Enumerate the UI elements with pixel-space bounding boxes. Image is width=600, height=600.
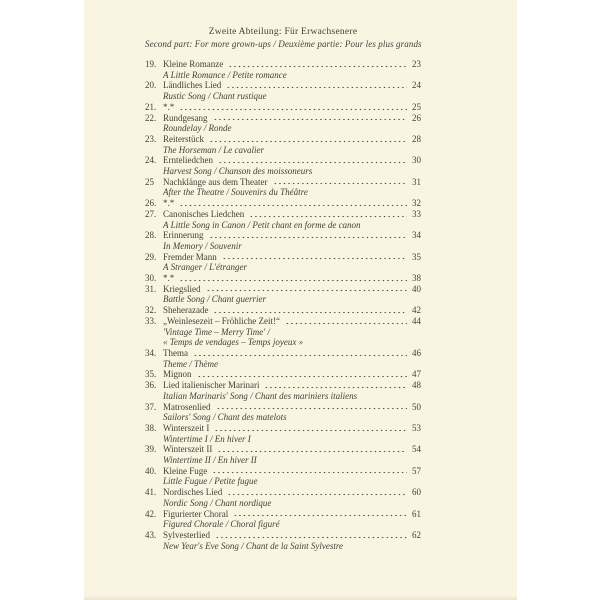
entry-number: 27. <box>145 208 157 219</box>
entry-number: 19. <box>145 59 157 69</box>
entry-title: „Weinlesezeit – Fröhliche Zeit!“ <box>163 315 280 326</box>
toc-entry <box>145 59 421 70</box>
dot-leader <box>212 466 407 477</box>
entry-number: 37. <box>145 401 157 412</box>
entry-page-number: 40 <box>412 283 421 294</box>
entry-subtitle: Roundelay / Ronde <box>163 123 232 134</box>
entry-number: 21. <box>145 101 157 112</box>
entry-title: Ländliches Lied <box>163 80 222 91</box>
entry-page-number: 32 <box>412 198 421 209</box>
entry-title: Kleine Romanze <box>163 59 224 69</box>
dot-leader <box>227 487 407 498</box>
dot-leader <box>217 444 407 455</box>
entry-title: Erinnerung <box>163 230 204 241</box>
entry-subtitle: Little Fugue / Petite fugue <box>163 476 258 487</box>
toc-entry <box>145 487 421 498</box>
dot-leader <box>249 209 407 220</box>
dot-leader <box>273 177 407 188</box>
entry-subtitle: The Horseman / Le cavalier <box>163 144 264 155</box>
entry-subtitle: Sailors' Song / Chant des matelots <box>163 412 287 423</box>
entry-page-number: 25 <box>412 101 421 112</box>
entry-page-number: 61 <box>412 508 421 519</box>
dot-leader <box>228 59 407 70</box>
toc-entry <box>145 423 421 434</box>
toc-entry <box>145 444 421 455</box>
entry-page-number: 60 <box>412 487 421 498</box>
toc-entry <box>145 177 421 188</box>
entry-subtitle: Harvest Song / Chanson des moissoneurs <box>163 166 313 177</box>
dot-leader <box>197 369 407 380</box>
entry-title: Rundgesang <box>163 112 208 123</box>
entry-page-number: 53 <box>412 422 421 433</box>
entry-page-number: 24 <box>412 80 421 91</box>
entry-number: 23. <box>145 133 157 144</box>
dot-leader <box>233 509 407 520</box>
entry-subtitle: A Little Romance / Petite romance <box>163 69 287 80</box>
book-page <box>84 0 517 600</box>
entry-page-number: 62 <box>412 529 421 540</box>
entry-number: 24. <box>145 155 157 166</box>
dot-leader <box>215 530 407 541</box>
entry-page-number: 35 <box>412 251 421 262</box>
entry-subtitle: In Memory / Souvenir <box>163 240 242 251</box>
table-of-contents <box>145 26 421 551</box>
entry-number: 22. <box>145 112 157 123</box>
entry-subtitle: Wintertime I / En hiver I <box>163 433 251 444</box>
toc-entry <box>145 134 421 145</box>
entry-page-number: 44 <box>412 315 421 326</box>
entry-page-number: 28 <box>412 133 421 144</box>
toc-entry <box>145 509 421 520</box>
entry-page-number: 46 <box>412 347 421 358</box>
dot-leader <box>193 348 407 359</box>
entry-title: Lied italienischer Marinari <box>163 380 260 391</box>
entry-number: 33. <box>145 315 157 326</box>
entry-page-number: 50 <box>412 401 421 412</box>
entry-page-number: 23 <box>412 59 421 69</box>
entry-title: Canonisches Liedchen <box>163 208 245 219</box>
entry-number: 32. <box>145 305 157 316</box>
entry-page-number: 26 <box>412 112 421 123</box>
entry-page-number: 38 <box>412 273 421 284</box>
entry-subtitle: New Year's Eve Song / Chant de la Saint Sylvestre <box>163 540 343 551</box>
entry-number: 40. <box>145 465 157 476</box>
dot-leader <box>213 305 407 316</box>
entry-page-number: 34 <box>412 230 421 241</box>
entry-title: Sylvesterlied <box>163 529 210 540</box>
dot-leader <box>179 198 407 209</box>
toc-entry <box>145 80 421 91</box>
entry-title: Fremder Mann <box>163 251 217 262</box>
entry-subtitle: A Stranger / L'étranger <box>163 262 248 273</box>
entry-subtitle: After the Theatre / Souvenirs du Théâtre <box>163 187 308 198</box>
entry-number: 26. <box>145 198 157 209</box>
entry-subtitle: Nordic Song / Chant nordique <box>163 497 272 508</box>
entry-title: Kleine Fuge <box>163 465 208 476</box>
entry-page-number: 42 <box>412 305 421 316</box>
entry-title: Nordisches Lied <box>163 487 223 498</box>
toc-entry <box>145 252 421 263</box>
dot-leader <box>264 380 407 391</box>
entry-number: 36. <box>145 380 157 391</box>
entry-number: 38. <box>145 422 157 433</box>
section-heading-german: Zweite Abteilung: Für Erwachsenere <box>208 27 358 37</box>
entry-title: Reiterstück <box>163 133 204 144</box>
toc-entry <box>145 402 421 413</box>
entry-page-number: 31 <box>412 176 421 187</box>
entry-number: 30. <box>145 273 157 284</box>
dot-leader <box>214 423 407 434</box>
dot-leader <box>222 252 407 263</box>
dot-leader <box>285 316 407 327</box>
toc-entry <box>145 530 421 541</box>
dot-leader <box>209 134 407 145</box>
toc-entry <box>145 466 421 477</box>
entry-title: Winterszeit II <box>163 444 213 455</box>
entry-number: 39. <box>145 444 157 455</box>
entry-subtitle: Theme / Thème <box>163 358 218 369</box>
toc-entry <box>145 284 421 295</box>
entry-subtitle: Italian Marinaris' Song / Chant des mariniers italiens <box>163 390 358 401</box>
dot-leader <box>216 402 408 413</box>
entry-number: 29. <box>145 251 157 262</box>
toc-entry <box>145 348 421 359</box>
entry-subtitle: A Little Song in Canon / Petit chant en forme de canon <box>163 219 361 230</box>
entry-page-number: 57 <box>412 465 421 476</box>
entry-title: Thema <box>163 347 188 358</box>
toc-entry <box>145 113 421 124</box>
entry-number: 20. <box>145 80 157 91</box>
entry-number: 41. <box>145 487 157 498</box>
dot-leader <box>179 102 407 113</box>
dot-leader <box>226 80 407 91</box>
entry-number: 25 <box>145 176 154 187</box>
entry-title: Nachklänge aus dem Theater <box>163 176 268 187</box>
entry-title: *.* <box>163 101 175 112</box>
entry-number: 28. <box>145 230 157 241</box>
toc-entry <box>145 198 421 209</box>
entry-title: Ernteliedchen <box>163 155 213 166</box>
dot-leader <box>218 155 407 166</box>
dot-leader <box>209 230 408 241</box>
entry-subtitle: Rustic Song / Chant rustique <box>163 91 267 102</box>
entry-subtitle: « Temps de vendages – Temps joyeux » <box>163 337 304 348</box>
dot-leader <box>213 113 408 124</box>
entry-title: Sheherazade <box>163 305 209 316</box>
entry-subtitle: Battle Song / Chant guerrier <box>163 294 266 305</box>
toc-entry <box>145 230 421 241</box>
entry-page-number: 48 <box>412 380 421 391</box>
entry-title: *.* <box>163 273 175 284</box>
entry-page-number: 54 <box>412 444 421 455</box>
toc-entry <box>145 369 421 380</box>
entry-number: 35. <box>145 369 157 380</box>
section-heading-translations: Second part: For more grown-ups / Deuxième partie: Pour les plus grands <box>145 39 422 49</box>
entry-number: 42. <box>145 508 157 519</box>
entry-number: 43. <box>145 529 157 540</box>
entry-title: *.* <box>163 198 175 209</box>
entry-title: Figurierter Choral <box>163 508 229 519</box>
toc-list <box>145 59 421 551</box>
entry-title: Winterszeit I <box>163 422 210 433</box>
entry-page-number: 47 <box>412 369 421 380</box>
entry-number: 31. <box>145 283 157 294</box>
entry-subtitle: Figured Chorale / Choral figuré <box>163 519 280 530</box>
entry-title: Mignon <box>163 369 192 380</box>
entry-page-number: 33 <box>412 208 421 219</box>
toc-entry <box>145 380 421 391</box>
entry-title: Matrosenlied <box>163 401 211 412</box>
toc-entry <box>145 305 421 316</box>
entry-subtitle: 'Vintage Time – Merry Time' / <box>163 326 270 337</box>
entry-page-number: 30 <box>412 155 421 166</box>
entry-number: 34. <box>145 347 157 358</box>
toc-entry <box>145 273 421 284</box>
entry-subtitle: Wintertime II / En hiver II <box>163 455 257 466</box>
toc-entry <box>145 155 421 166</box>
toc-entry <box>145 209 421 220</box>
toc-entry <box>145 316 421 327</box>
entry-title: Kriegslied <box>163 283 201 294</box>
dot-leader <box>206 284 408 295</box>
toc-entry <box>145 102 421 113</box>
dot-leader <box>179 273 407 284</box>
